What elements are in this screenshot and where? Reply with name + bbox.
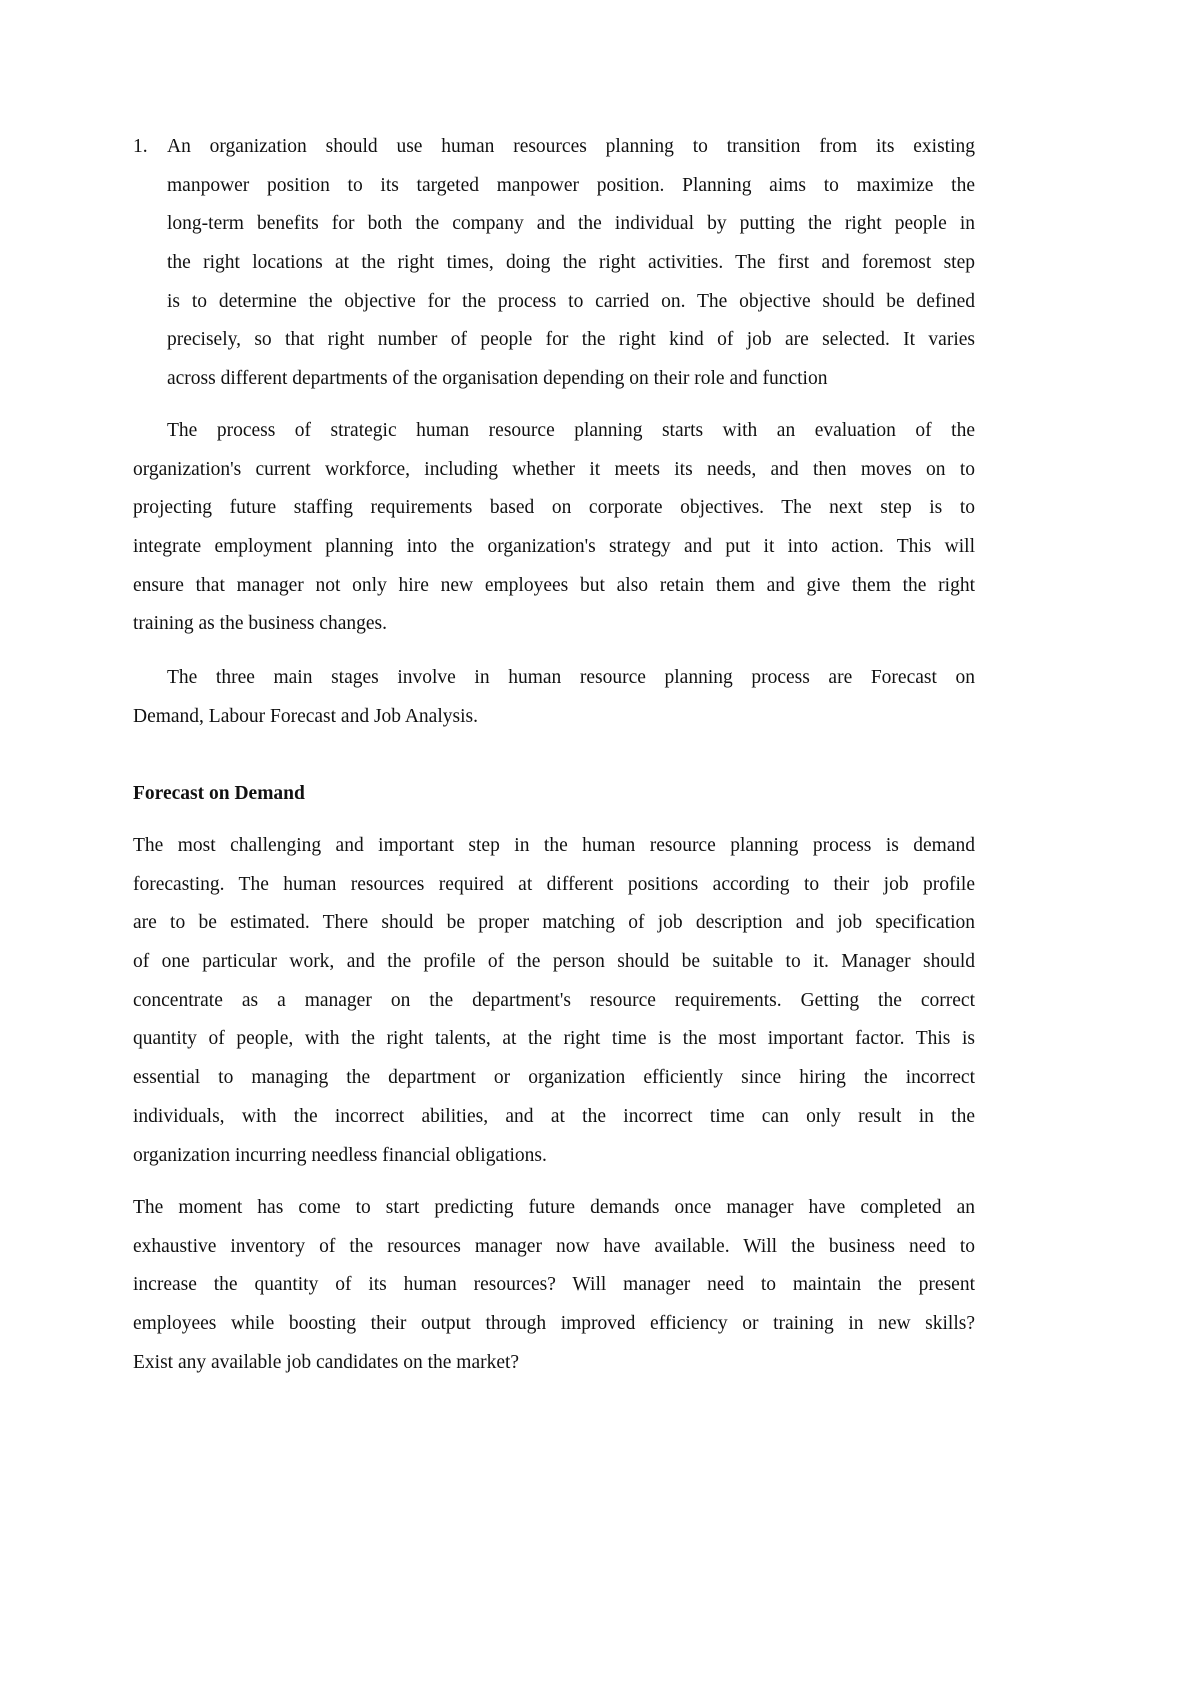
- text-line: increase the quantity of its human resources? Will manager need to maintain the present: [133, 1274, 975, 1296]
- text-line: The three main stages involve in human resource planning process are Forecast on: [167, 667, 975, 688]
- text-line: precisely, so that right number of people for the right kind of job are selected. It varies: [167, 329, 975, 351]
- text-line: Demand, Labour Forecast and Job Analysis.: [133, 705, 478, 727]
- text-line: Exist any available job candidates on the market?: [133, 1351, 520, 1373]
- paragraph-3: [133, 659, 975, 736]
- text-line: of one particular work, and the profile of the person should be suitable to it. Manager should: [133, 951, 975, 973]
- text-line: across different departments of the organisation depending on their role and function: [167, 368, 828, 390]
- text-line: The moment has come to start predicting future demands once manager have completed an: [133, 1197, 975, 1218]
- text-line: employees while boosting their output through improved efficiency or training in new skills?: [133, 1313, 975, 1335]
- text-line: training as the business changes.: [133, 613, 387, 635]
- text-line: integrate employment planning into the organization's strategy and put it into action. This will: [133, 536, 975, 558]
- text-line: essential to managing the department or organization efficiently since hiring the incorrect: [133, 1067, 975, 1089]
- paragraph-2: [133, 412, 975, 644]
- text-line: are to be estimated. There should be proper matching of job description and job specification: [133, 912, 975, 934]
- paragraph-5: [133, 1189, 975, 1382]
- text-line: organization incurring needless financial obligations.: [133, 1144, 547, 1166]
- list-item-text: [167, 128, 975, 399]
- text-line: organization's current workforce, including whether it meets its needs, and then moves on to: [133, 458, 975, 480]
- text-line: manpower position to its targeted manpower position. Planning aims to maximize the: [167, 174, 975, 196]
- text-line: forecasting. The human resources required at different positions according to their job profile: [133, 873, 975, 895]
- text-line: exhaustive inventory of the resources manager now have available. Will the business need to: [133, 1235, 975, 1257]
- list-number: 1.: [133, 136, 148, 157]
- text-line: long-term benefits for both the company and the individual by putting the right people in: [167, 213, 975, 235]
- text-line: the right locations at the right times, doing the right activities. The first and foremost step: [167, 252, 975, 274]
- text-line: The process of strategic human resource planning starts with an evaluation of the: [167, 420, 975, 441]
- text-line: quantity of people, with the right talents, at the right time is the most important factor. This is: [133, 1028, 975, 1050]
- text-line: The most challenging and important step in the human resource planning process is demand: [133, 835, 975, 856]
- text-line: is to determine the objective for the process to carried on. The objective should be defined: [167, 290, 975, 312]
- section-heading: Forecast on Demand: [133, 783, 305, 804]
- text-line: projecting future staffing requirements based on corporate objectives. The next step is to: [133, 497, 975, 519]
- paragraph-4: [133, 827, 975, 1175]
- text-line: An organization should use human resources planning to transition from its existing: [167, 136, 975, 157]
- text-line: ensure that manager not only hire new employees but also retain them and give them the right: [133, 574, 975, 596]
- text-line: individuals, with the incorrect abilities, and at the incorrect time can only result in the: [133, 1105, 975, 1127]
- text-line: concentrate as a manager on the department's resource requirements. Getting the correct: [133, 989, 975, 1011]
